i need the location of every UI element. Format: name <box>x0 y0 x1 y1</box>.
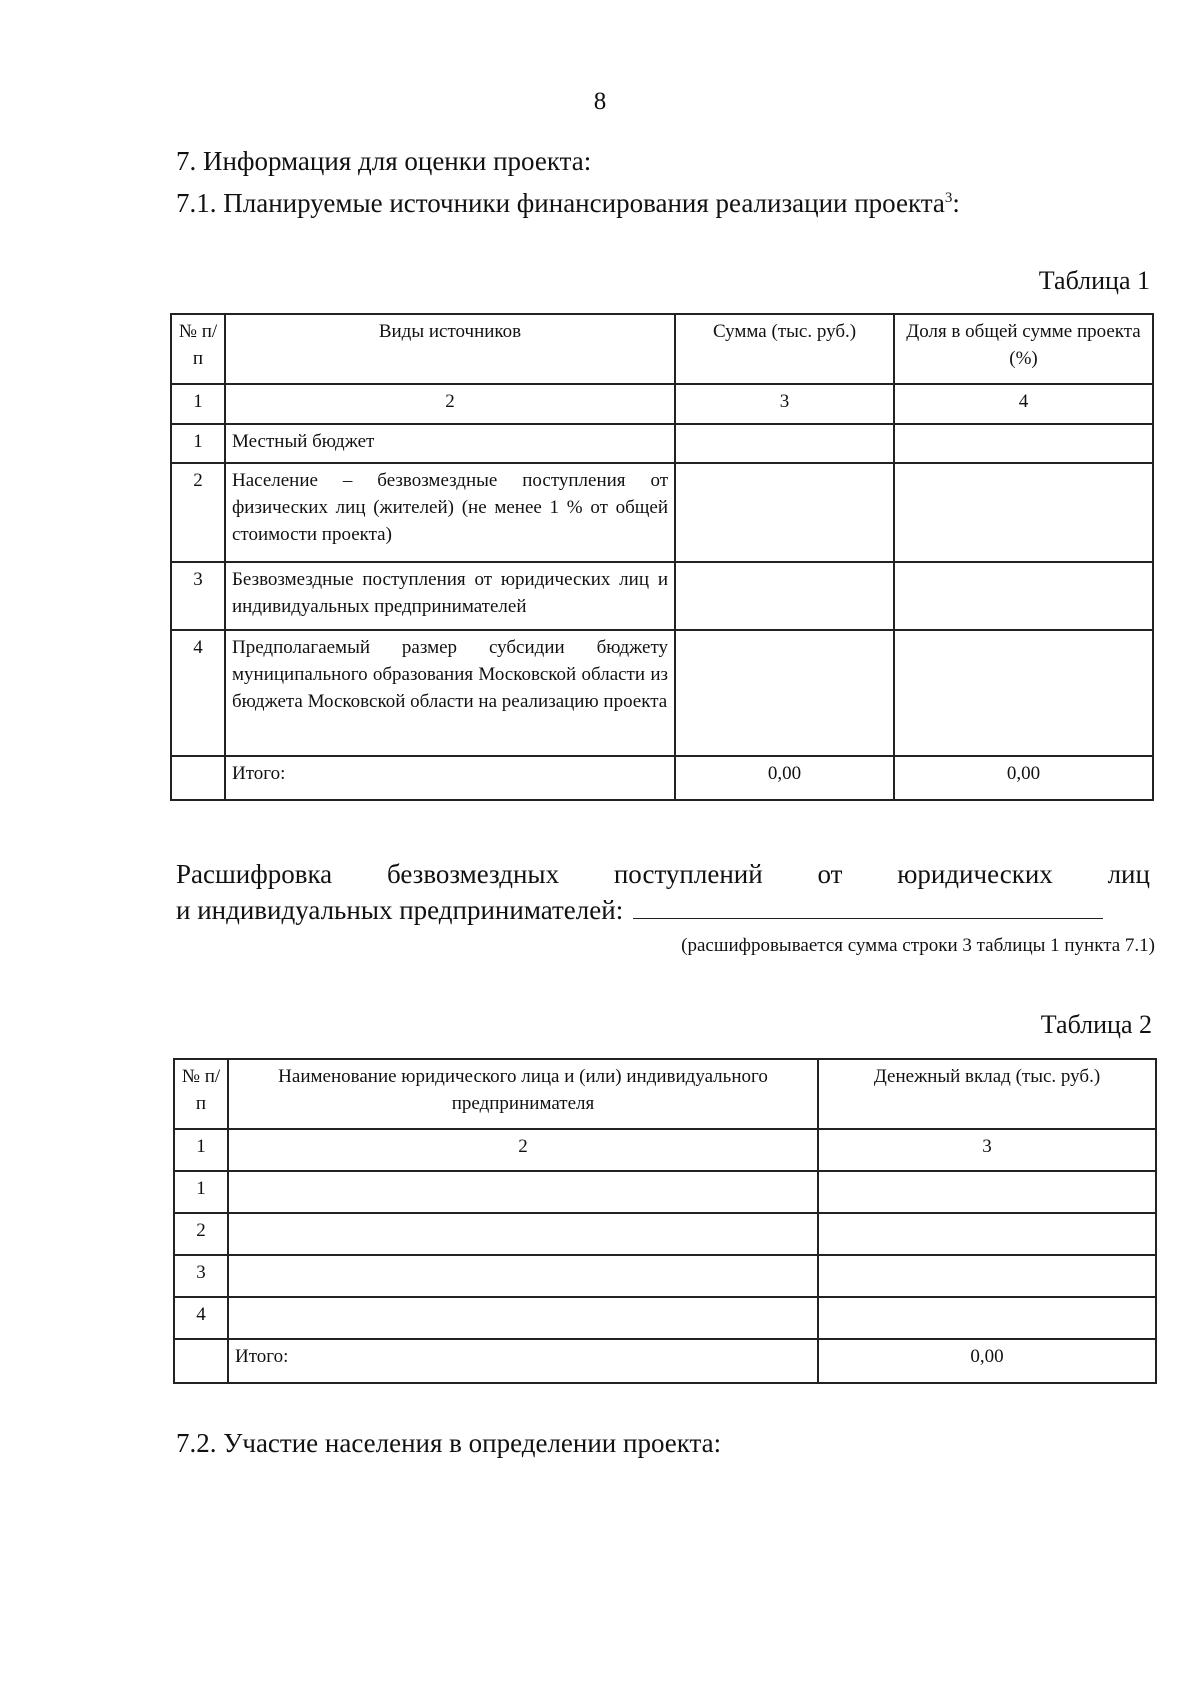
table2-colnum: 1 <box>174 1129 228 1171</box>
table1-caption: Таблица 1 <box>1038 266 1150 295</box>
total-sum: 0,00 <box>675 756 894 800</box>
row-number: 1 <box>171 424 225 463</box>
row-number: 3 <box>174 1255 228 1297</box>
decode-line-1 <box>176 856 1150 892</box>
table1-colnum: 4 <box>894 384 1153 424</box>
table1-header-num: № п/п <box>171 314 225 384</box>
decode-word: юридических <box>897 859 1053 889</box>
section-7-2-heading: 7.2. Участие населения в определении проекта: <box>176 1428 722 1458</box>
row-number: 2 <box>171 463 225 562</box>
table2 <box>173 1058 1157 1384</box>
amount-cell[interactable] <box>818 1297 1156 1339</box>
entity-name-cell[interactable] <box>228 1171 818 1213</box>
table1-header-share: Доля в общей сумме проекта (%) <box>894 314 1153 384</box>
total-label: Итого: <box>225 756 675 800</box>
table1-header-sum: Сумма (тыс. руб.) <box>675 314 894 384</box>
entity-name-cell[interactable] <box>228 1213 818 1255</box>
row-number: 4 <box>171 630 225 756</box>
amount-cell[interactable] <box>818 1255 1156 1297</box>
table-row <box>174 1297 1156 1339</box>
total-share: 0,00 <box>894 756 1153 800</box>
row-number: 1 <box>174 1171 228 1213</box>
amount-cell[interactable] <box>818 1171 1156 1213</box>
footnote-ref: 3 <box>944 190 953 206</box>
table2-total-row <box>174 1339 1156 1383</box>
table1-colnum: 1 <box>171 384 225 424</box>
sum-cell[interactable] <box>675 562 894 630</box>
row-number-empty <box>174 1339 228 1383</box>
section-7-1-heading-text: 7.1. Планируемые источники финансирования реализации проекта <box>176 188 945 218</box>
row-number: 3 <box>171 562 225 630</box>
table1-colnum-row <box>171 384 1153 424</box>
source-name: Население – безвозмездные поступления от физических лиц (жителей) (не менее 1 % от общей стоимости проекта) <box>225 463 675 562</box>
fill-in-line[interactable] <box>633 894 1103 919</box>
table1-header-row <box>171 314 1153 384</box>
decode-paragraph <box>176 856 1150 928</box>
table1-total-row <box>171 756 1153 800</box>
decode-word: безвозмездных <box>386 859 560 889</box>
table-row <box>174 1255 1156 1297</box>
table2-caption: Таблица 2 <box>1040 1010 1152 1039</box>
decode-word: Расшифровка <box>176 859 333 889</box>
section-7-1-heading-tail: : <box>952 188 960 218</box>
share-cell[interactable] <box>894 463 1153 562</box>
source-name: Безвозмездные поступления от юридических лиц и индивидуальных предпринимателей <box>225 562 675 630</box>
source-name: Местный бюджет <box>225 424 675 463</box>
table2-colnum: 3 <box>818 1129 1156 1171</box>
total-amount: 0,00 <box>818 1339 1156 1383</box>
share-cell[interactable] <box>894 424 1153 463</box>
entity-name-cell[interactable] <box>228 1297 818 1339</box>
decode-line-2-text: и индивидуальных предпринимателей: <box>176 895 624 925</box>
amount-cell[interactable] <box>818 1213 1156 1255</box>
section-7-1-heading <box>176 188 960 219</box>
table1-header-kind: Виды источников <box>225 314 675 384</box>
table2-colnum: 2 <box>228 1129 818 1171</box>
sum-cell[interactable] <box>675 463 894 562</box>
row-number: 4 <box>174 1297 228 1339</box>
table-row <box>174 1171 1156 1213</box>
table-row <box>174 1213 1156 1255</box>
decode-word: поступлений <box>613 859 763 889</box>
table2-header-num: № п/п <box>174 1059 228 1129</box>
table1 <box>170 313 1154 801</box>
table2-colnum-row <box>174 1129 1156 1171</box>
decode-word: от <box>817 859 843 889</box>
table-row <box>171 630 1153 756</box>
source-name: Предполагаемый размер субсидии бюджету муниципального образования Московской области из бюджета Московской области на реализацию проекта <box>225 630 675 756</box>
row-number-empty <box>171 756 225 800</box>
total-label: Итого: <box>228 1339 818 1383</box>
table-row <box>171 424 1153 463</box>
decode-note: (расшифровывается сумма строки 3 таблицы 1 пункта 7.1) <box>681 935 1155 956</box>
share-cell[interactable] <box>894 562 1153 630</box>
table1-colnum: 2 <box>225 384 675 424</box>
table2-header-name: Наименование юридического лица и (или) индивидуального предпринимателя <box>228 1059 818 1129</box>
table2-header-row <box>174 1059 1156 1129</box>
table-row <box>171 562 1153 630</box>
page-number: 8 <box>593 88 607 115</box>
table-row <box>171 463 1153 562</box>
sum-cell[interactable] <box>675 630 894 756</box>
decode-word: лиц <box>1107 859 1150 889</box>
section-7-heading: 7. Информация для оценки проекта: <box>176 146 592 176</box>
sum-cell[interactable] <box>675 424 894 463</box>
decode-line-2 <box>176 892 1150 928</box>
table2-header-amount: Денежный вклад (тыс. руб.) <box>818 1059 1156 1129</box>
table1-colnum: 3 <box>675 384 894 424</box>
share-cell[interactable] <box>894 630 1153 756</box>
row-number: 2 <box>174 1213 228 1255</box>
entity-name-cell[interactable] <box>228 1255 818 1297</box>
